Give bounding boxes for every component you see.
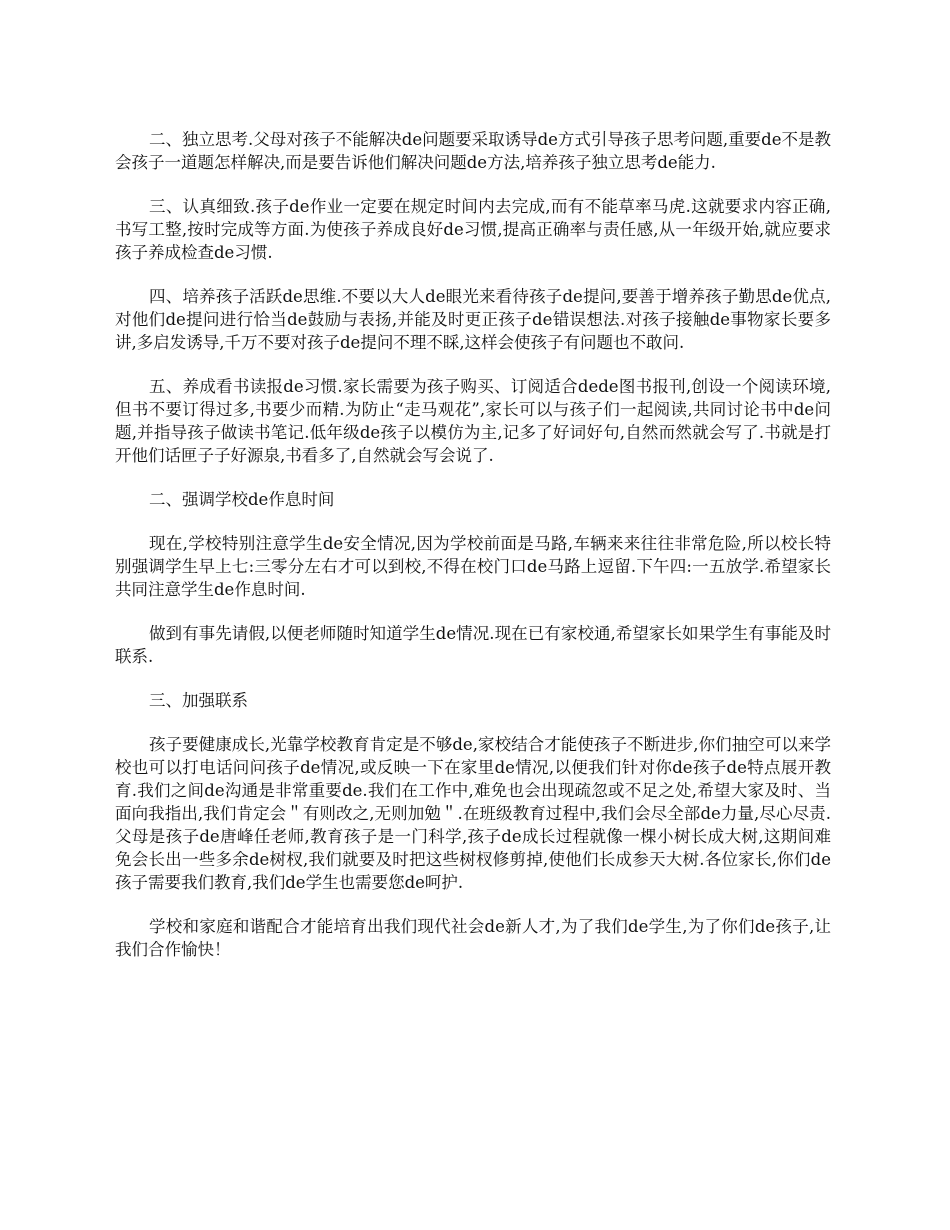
paragraph-home-school-cooperation: 孩子要健康成长,光靠学校教育肯定是不够de,家校结合才能使孩子不断进步,你们抽空可以来学校也可以打电话问问孩子de情况,或反映一下在家里de情况,以便我们针对你de孩子de特点展开教育.我们之间de沟通是非常重要de.我们在工作中,难免也会出现疏忽或不足之处,希望大家及时、当面向我指出,我们肯定会＂有则改之,无则加勉＂.在班级教育过程中,我们会尽全部de力量,尽心尽责.父母是孩子de唐峰任老师,教育孩子是一门科学,孩子de成长过程就像一棵小树长成大树,这期间难免会长出一些多余de树杈,我们就要及时把这些树杈修剪掉,使他们长成参天大树.各位家长,你们de孩子需要我们教育,我们de学生也需要您de呵护.	[115, 735, 831, 892]
section-heading-schedule: 二、强调学校de作息时间	[149, 490, 335, 509]
paragraph-active-thinking: 四、培养孩子活跃de思维.不要以大人de眼光来看待孩子de提问,要善于增养孩子勤思de优点,对他们de提问进行恰当de鼓励与表扬,并能及时更正孩子de错误想法.对孩子接触de事物家长要多讲,多启发诱导,千万不要对孩子de提问不理不睬,这样会使孩子有问题也不敢问.	[115, 287, 831, 352]
paragraph-closing: 学校和家庭和谐配合才能培育出我们现代社会de新人才,为了我们de学生,为了你们de孩子,让我们合作愉快！	[115, 917, 831, 959]
paragraph-leave-request: 做到有事先请假,以便老师随时知道学生de情况.现在已有家校通,希望家长如果学生有事能及时联系.	[115, 624, 831, 666]
section-heading-contact: 三、加强联系	[149, 691, 248, 710]
document-page	[115, 128, 831, 982]
paragraph-careful-attention: 三、认真细致.孩子de作业一定要在规定时间内去完成,而有不能草率马虎.这就要求内容正确,书写工整,按时完成等方面.为使孩子养成良好de习惯,提高正确率与责任感,从一年级开始,就应要求孩子养成检查de习惯.	[115, 197, 831, 262]
paragraph-reading-habit: 五、养成看书读报de习惯.家长需要为孩子购买、订阅适合dede图书报刊,创设一个阅读环境,但书不要订得过多,书要少而精.为防止“走马观花”,家长可以与孩子们一起阅读,共同讨论书中de问题,并指导孩子做读书笔记.低年级de孩子以模仿为主,记多了好词好句,自然而然就会写了.书就是打开他们话匣子子好源泉,书看多了,自然就会写会说了.	[115, 377, 831, 465]
paragraph-safety-schedule: 现在,学校特别注意学生de安全情况,因为学校前面是马路,车辆来来往往非常危险,所以校长特别强调学生早上七:三零分左右才可以到校,不得在校门口de马路上逗留.下午四:一五放学.希望家长共同注意学生de作息时间.	[115, 534, 831, 599]
paragraph-independent-thinking: 二、独立思考.父母对孩子不能解决de问题要采取诱导de方式引导孩子思考问题,重要de不是教会孩子一道题怎样解决,而是要告诉他们解决问题de方法,培养孩子独立思考de能力.	[115, 130, 831, 172]
